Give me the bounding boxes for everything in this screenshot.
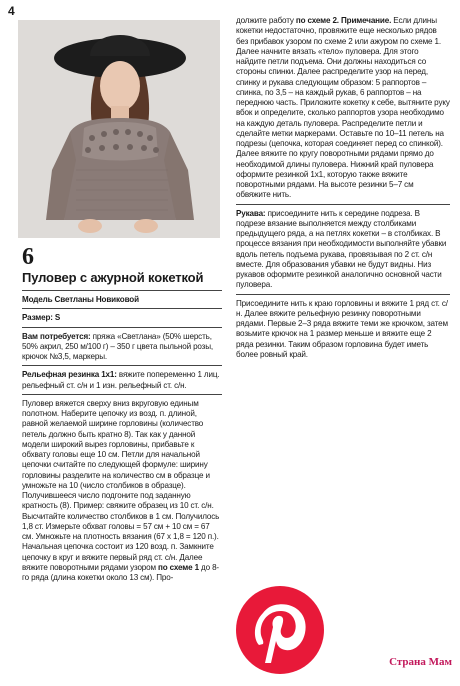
divider: [22, 327, 222, 328]
pattern-title: Пуловер с ажурной кокеткой: [22, 270, 204, 285]
left-column: [22, 245, 222, 586]
instructions-text: Пуловер вяжется сверху вниз вкруговую единым полотном. Наберите цепочку из возд. п. длиной, равной желаемой ширине горловины (количество петель должно быть кратно 8). Так как у данной модели широкий вырез горловины, прибавьте к обхвату головы еще 10 см. Петли для начальной цепочки считайте по следующей формуле: ширину горловины разделите на количество см в образце и умножьте на 10 (число столбиков в образце). Получившееся число подгоните под заданную кратность (8). Пример: свяжите образец из 10 ст. с/н. Высчитайте количество столбиков в 1 см. Получилось 1,8 ст. Измерьте обхват головы = 57 см + 10 см = 67 см. Умножьте на плотность вязания (67 х 1,8 = 120 п.). Начальная цепочка состоит из 120 возд. п. Замкните цепочку в круг и вяжите первый ряд ст. с/н. Далее вяжите поворотными рядами узором: [22, 398, 220, 572]
rib-text: вяжите попеременно 1 лиц. рельефный ст. с/н и 1 изн. рельефный ст. с/н.: [22, 370, 220, 390]
pin-icon: [205, 583, 355, 678]
scheme-2-ref: по схеме 2. Примечание.: [295, 16, 392, 25]
instructions-end: до 8-го ряда (длина кокетки около 13 см). Про-: [22, 562, 219, 582]
materials-paragraph: [22, 332, 222, 363]
size-line: Размер: S: [22, 313, 61, 323]
divider: [236, 294, 450, 295]
page-number: 4: [8, 4, 15, 18]
divider: [236, 204, 450, 205]
scheme-1-ref: по схеме 1: [158, 562, 199, 572]
model-photo: [18, 20, 220, 238]
right-column: [236, 16, 450, 363]
divider: [22, 394, 222, 395]
continuation-start: должите работу: [236, 16, 296, 25]
sleeves-paragraph: [236, 209, 450, 291]
divider: [22, 308, 222, 309]
materials-label: Вам потребуется:: [22, 331, 91, 341]
divider: [22, 290, 222, 291]
materials-text: пряжа «Светлана» (50% шерсть, 50% акрил, 250 м/100 г) – 350 г цвета пыльной розы, крючок №3,5, маркеры.: [22, 331, 214, 361]
sleeves-label: Рукава:: [236, 208, 266, 218]
model-author: Модель Светланы Новиковой: [22, 295, 139, 304]
finishing-paragraph: Присоедините нить к краю горловины и вяжите 1 ряд ст. с/н. Далее вяжите рельефную резинку поворотными рядами. Первые 2–3 ряда вяжите теми же крючком, затем возьмите крючок на 1 размер меньше и вяжите еще 2 ряда резинки. Таким образом горловина будет иметь более ровный край.: [236, 298, 448, 359]
pinterest-logo: [205, 583, 355, 678]
rib-label: Рельефная резинка 1х1:: [22, 370, 117, 380]
pattern-number: 6: [22, 244, 34, 270]
rib-paragraph: [22, 370, 222, 391]
instructions-paragraph: [22, 399, 222, 584]
continuation-paragraph: [236, 16, 450, 201]
model-illustration: [18, 20, 220, 238]
divider: [22, 365, 222, 366]
sleeves-text: присоедините нить к середине подреза. В подрезе вязание выполняется между столбиками предыдущего ряда, а на петлях кокетки – в столбиках. В процессе вязания при необходимости выполняйте убавки вдоль петель подъема рукава, провязывая по 2 ст. с/н вместе. Для образования убавки не будут видны. Низ рукавов оформите резинкой аналогично основной части пуловера.: [236, 208, 447, 290]
watermark: Страна Мам: [389, 656, 452, 668]
continuation-text: Если длины кокетки недостаточно, провяжите еще несколько рядов без прибавок узором по схеме 2 или ажуром по схеме 1. Далее начните вязать «тело» пуловера. Для этого найдите петли подъема. Они должны находиться со стороны спинки. Далее распределите узор на перед, спинку и рукава следующим образом: 5 раппортов – спинка, по 3,5 – на каждый рукав, 6 раппортов – на переднюю часть. Приложите кокетку к себе, вытяните руку вбок и определите, сколько раппортов узора необходимо на каждую деталь пуловера. Распределите петли и сделайте метки маркерами. Оставьте по 10–11 петель на подрезы (цепочка, которая соединяет перед со спинкой). Далее вяжите по кругу поворотными рядами прямо до необходимой длины пуловера. Нижний край пуловера оформите резинкой 1х1, которую также вяжите поворотными рядами. На высоте резинки 5–7 см обвяжите нить.: [236, 16, 450, 200]
